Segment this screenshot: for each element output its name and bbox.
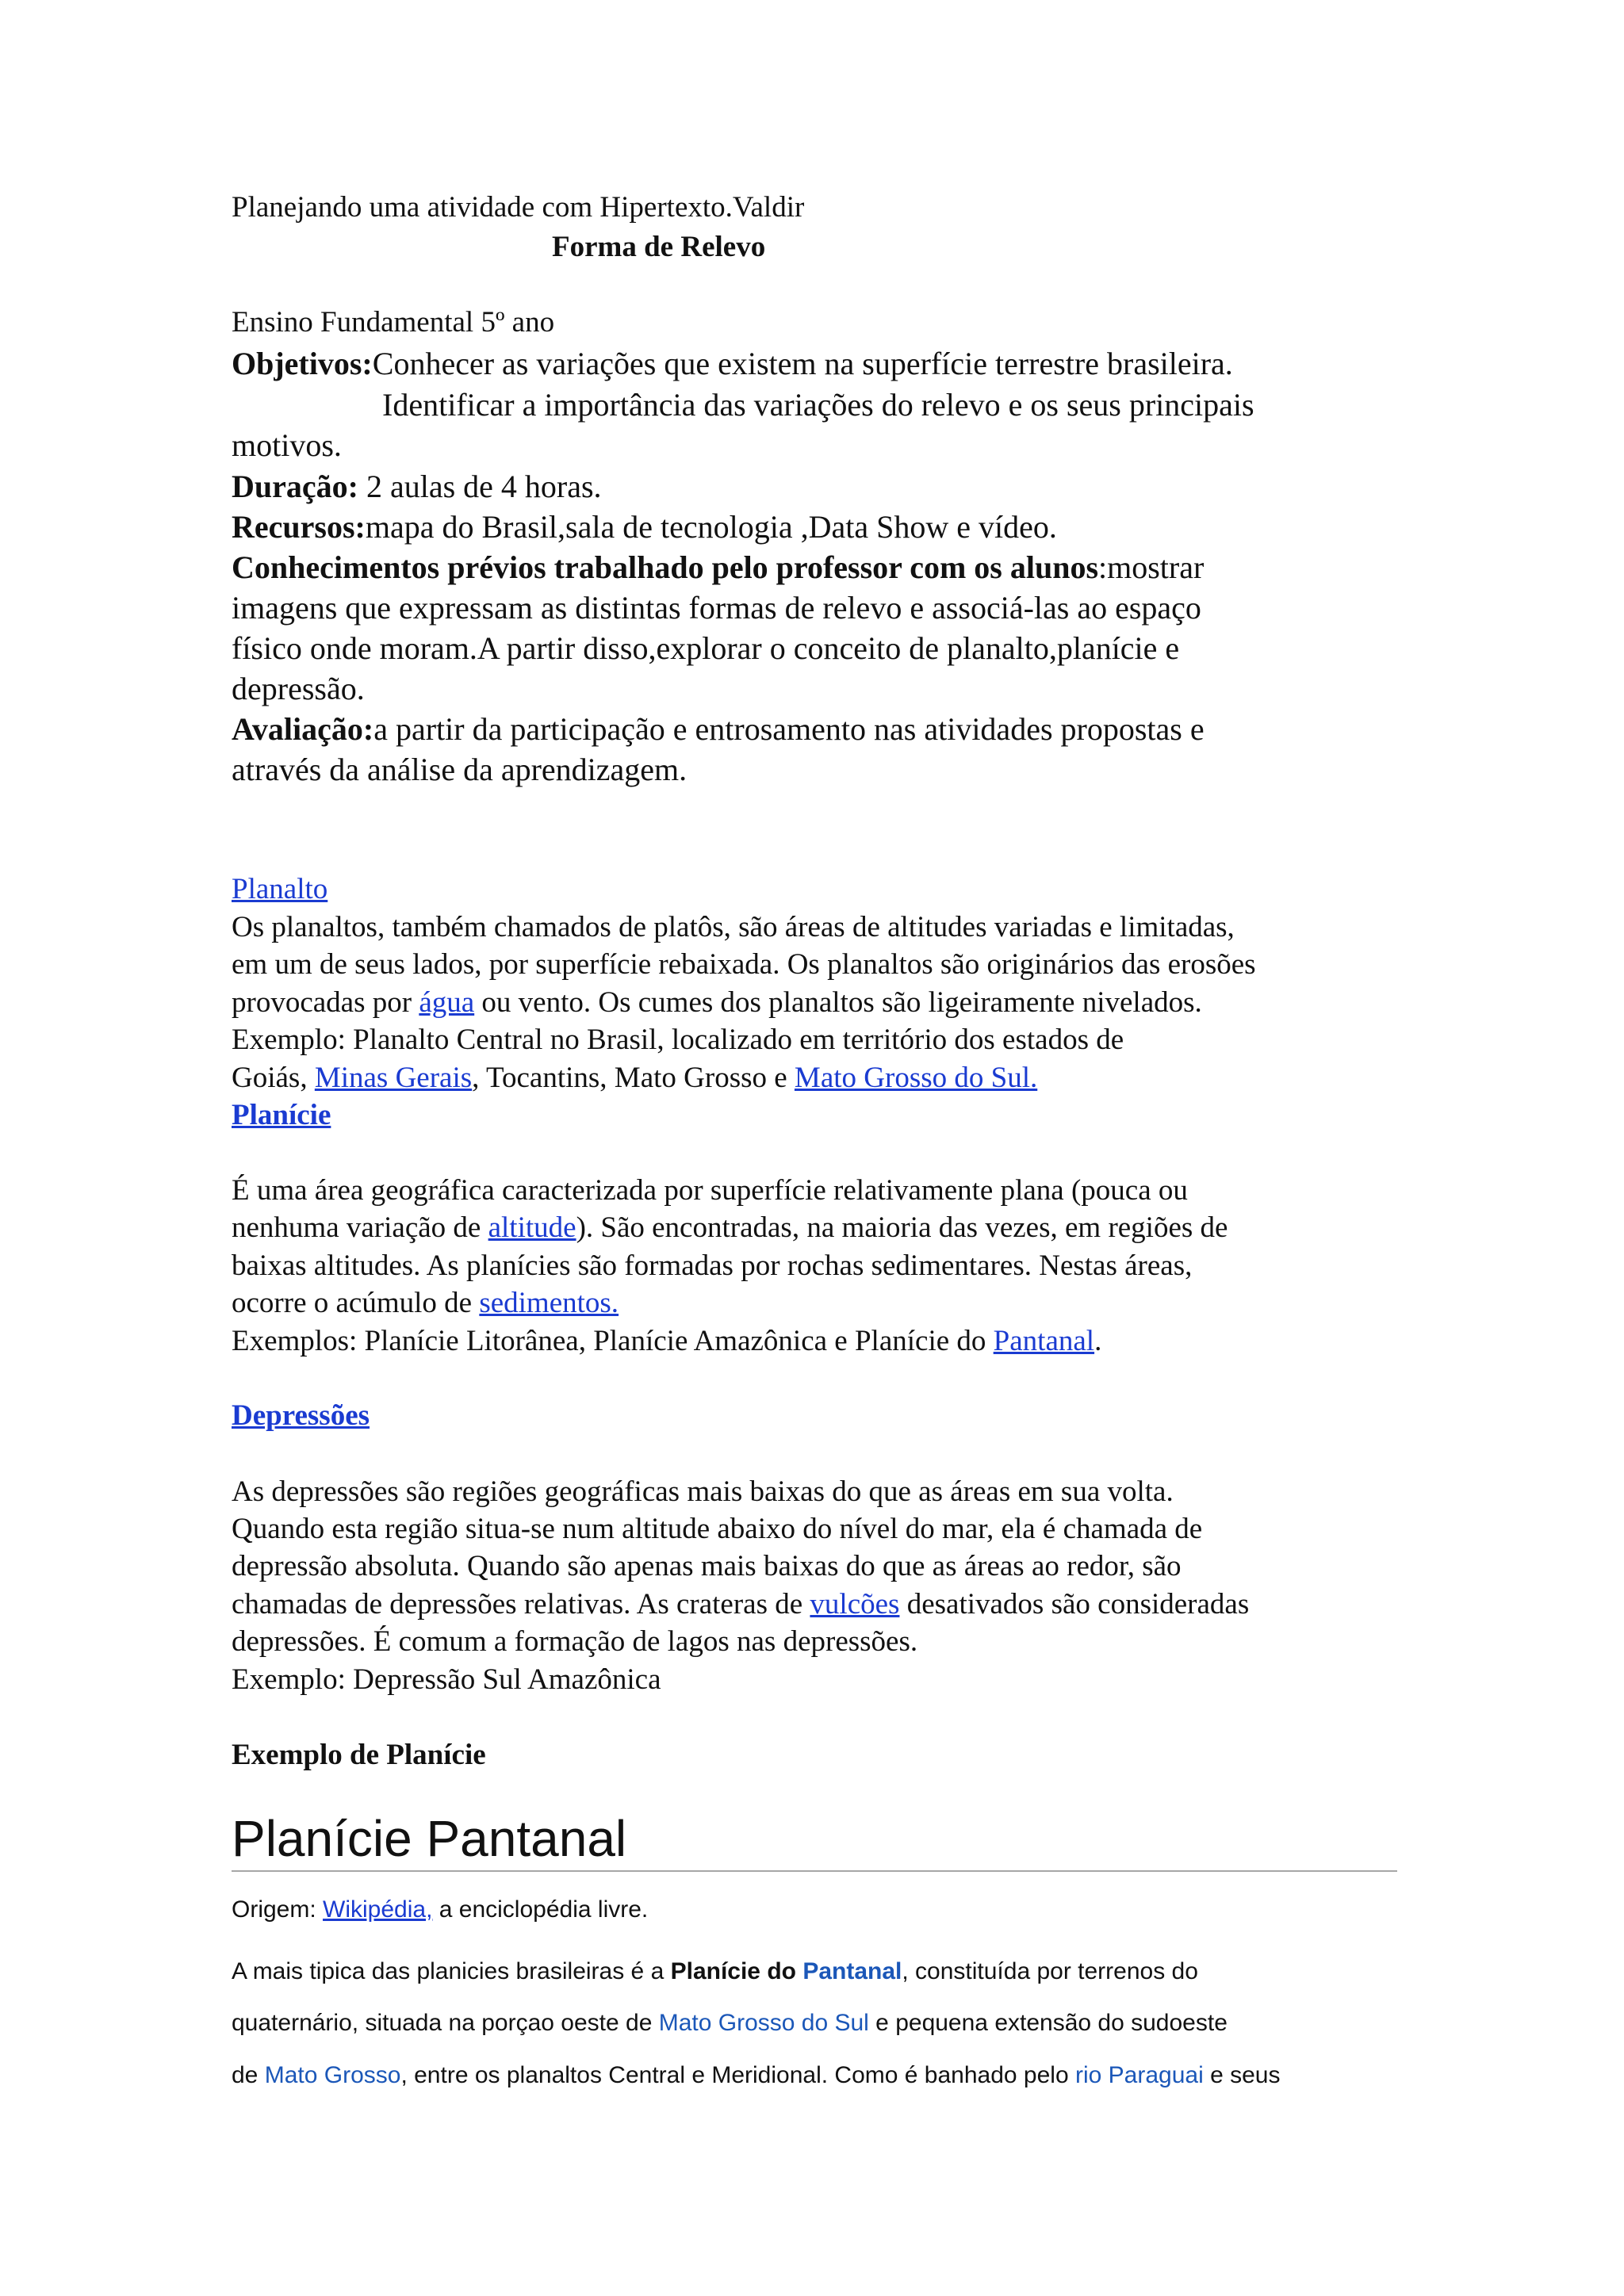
wiki-p1-text-b: , constituída por terrenos do (902, 1958, 1198, 1984)
planicie-line-5-text-b: . (1094, 1325, 1102, 1357)
wiki-p3-text-a: de (232, 2062, 265, 2088)
wiki-mato-grosso-link[interactable]: Mato Grosso (264, 2062, 401, 2088)
planalto-line-4: Exemplo: Planalto Central no Brasil, localizado em território dos estados de (232, 1024, 1124, 1056)
planning-line: Planejando uma atividade com Hipertexto.Valdir (232, 191, 805, 224)
recursos-label: Recursos: (232, 509, 366, 545)
duracao-line (232, 468, 602, 505)
altitude-link[interactable]: altitude (488, 1211, 576, 1244)
wiki-mato-grosso-do-sul-link[interactable]: Mato Grosso do Sul (658, 2010, 869, 2036)
avaliacao-text-1: a partir da participação e entrosamento nas atividades propostas e (373, 711, 1205, 747)
planalto-line-2: em um de seus lados, por superfície rebaixada. Os planaltos são originários das erosões (232, 948, 1256, 981)
planicie-line-4-text-a: ocorre o acúmulo de (232, 1287, 480, 1319)
wiki-rio-paraguai-link[interactable]: rio Paraguai (1074, 2062, 1204, 2088)
document-title: Forma de Relevo (552, 231, 766, 263)
duracao-label: Duração: (232, 469, 358, 504)
lesson-level: Ensino Fundamental 5º ano (232, 306, 555, 339)
planicie-line-3: baixas altitudes. As planícies são formadas por rochas sedimentares. Nestas áreas, (232, 1249, 1193, 1282)
planicie-heading[interactable] (232, 1098, 331, 1132)
planicie-line-2 (232, 1211, 1228, 1245)
objetivos-label: Objetivos: (232, 346, 373, 381)
depressoes-line-5: depressões. É comum a formação de lagos nas depressões. (232, 1625, 918, 1658)
wikipedia-link[interactable]: Wikipédia, (323, 1896, 433, 1923)
wiki-p1-bold: Planície do (670, 1958, 803, 1984)
wiki-p1-text-a: A mais tipica das planicies brasileiras é a (232, 1958, 671, 1984)
depressoes-line-2: Quando esta região situa-se num altitude abaixo do nível do mar, ela é chamada de (232, 1513, 1203, 1545)
depressoes-line-3: depressão absoluta. Quando são apenas mais baixas do que as áreas ao redor, são (232, 1550, 1182, 1582)
planalto-line-1: Os planaltos, também chamados de platôs, são áreas de altitudes variadas e limitadas, (232, 911, 1235, 943)
wiki-paragraph-line-2 (232, 2010, 1228, 2037)
conhecimentos-line-1 (232, 549, 1204, 586)
conhecimentos-label: Conhecimentos prévios trabalhado pelo professor com os alunos (232, 549, 1099, 585)
objetivos-line-1 (232, 345, 1233, 382)
planalto-heading[interactable] (232, 872, 327, 906)
wiki-paragraph-line-1 (232, 1958, 1198, 1985)
planalto-line-5-text-b: , Tocantins, Mato Grosso e (472, 1062, 795, 1094)
planicie-line-4 (232, 1286, 619, 1320)
sedimentos-link[interactable]: sedimentos. (479, 1287, 619, 1319)
wiki-origin-line (232, 1896, 648, 1923)
planalto-line-5-text-a: Goiás, (232, 1062, 315, 1094)
wiki-p2-text-a: quaternário, situada na porçao oeste de (232, 2010, 659, 2036)
conhecimentos-line-2: imagens que expressam as distintas formas de relevo e associá-las ao espaço (232, 590, 1201, 626)
mato-grosso-do-sul-link[interactable]: Mato Grosso do Sul. (794, 1062, 1038, 1094)
depressoes-line-4-text-a: chamadas de depressões relativas. As crateras de (232, 1588, 810, 1621)
planalto-line-3-text-a: provocadas por (232, 986, 419, 1019)
planicie-line-5-text-a: Exemplos: Planície Litorânea, Planície Amazônica e Planície do (232, 1325, 994, 1357)
objetivos-line-2: Identificar a importância das variações do relevo e os seus principais (382, 387, 1254, 423)
wiki-origin-text-b: a enciclopédia livre. (432, 1896, 649, 1923)
wiki-p2-text-b: e pequena extensão do sudoeste (868, 2010, 1228, 2036)
depressoes-heading[interactable] (232, 1399, 370, 1433)
wiki-paragraph-line-3 (232, 2062, 1280, 2089)
minas-gerais-link[interactable]: Minas Gerais (314, 1062, 473, 1094)
objetivos-line-3: motivos. (232, 427, 342, 463)
wiki-article-title: Planície Pantanal (232, 1810, 627, 1867)
wiki-p3-text-b: , entre os planaltos Central e Meridional. Como é banhado pelo (400, 2062, 1075, 2088)
conhecimentos-line-4: depressão. (232, 671, 365, 706)
wiki-origin-text-a: Origem: (232, 1896, 324, 1923)
planalto-link[interactable]: Planalto (232, 873, 328, 905)
depressoes-line-6: Exemplo: Depressão Sul Amazônica (232, 1663, 661, 1696)
exemplo-planicie-label: Exemplo de Planície (232, 1739, 486, 1771)
avaliacao-line-1 (232, 710, 1205, 748)
planalto-line-3 (232, 985, 1202, 1020)
title-divider (232, 1870, 1397, 1872)
avaliacao-label: Avaliação: (232, 711, 374, 747)
planicie-line-1: É uma área geográfica caracterizada por superfície relativamente plana (pouca ou (232, 1174, 1188, 1207)
depressoes-line-1: As depressões são regiões geográficas mais baixas do que as áreas em sua volta. (232, 1475, 1174, 1508)
depressoes-link[interactable]: Depressões (232, 1399, 370, 1432)
recursos-text: mapa do Brasil,sala de tecnologia ,Data Show e vídeo. (365, 509, 1057, 545)
conhecimentos-text-1: :mostrar (1098, 549, 1205, 585)
duracao-text: 2 aulas de 4 horas. (358, 469, 602, 504)
wiki-p3-text-c: e seus (1203, 2062, 1281, 2088)
planalto-line-5 (232, 1061, 1037, 1095)
depressoes-line-4 (232, 1587, 1249, 1621)
objetivos-text-1: Conhecer as variações que existem na superfície terrestre brasileira. (372, 346, 1233, 381)
planicie-line-2-text-b: ). São encontradas, na maioria das vezes, em regiões de (576, 1211, 1228, 1244)
avaliacao-line-2: através da análise da aprendizagem. (232, 752, 688, 787)
planicie-line-5 (232, 1324, 1101, 1358)
wiki-pantanal-link[interactable]: Pantanal (802, 1958, 902, 1984)
planicie-link[interactable]: Planície (232, 1099, 331, 1131)
planalto-line-3-text-b: ou vento. Os cumes dos planaltos são ligeiramente nivelados. (474, 986, 1202, 1019)
recursos-line (232, 508, 1057, 545)
pantanal-link[interactable]: Pantanal (993, 1325, 1095, 1357)
vulcoes-link[interactable]: vulcões (810, 1588, 900, 1621)
agua-link[interactable]: água (419, 986, 475, 1019)
depressoes-line-4-text-b: desativados são consideradas (899, 1588, 1250, 1621)
conhecimentos-line-3: físico onde moram.A partir disso,explorar o conceito de planalto,planície e (232, 630, 1180, 666)
planicie-line-2-text-a: nenhuma variação de (232, 1211, 488, 1244)
